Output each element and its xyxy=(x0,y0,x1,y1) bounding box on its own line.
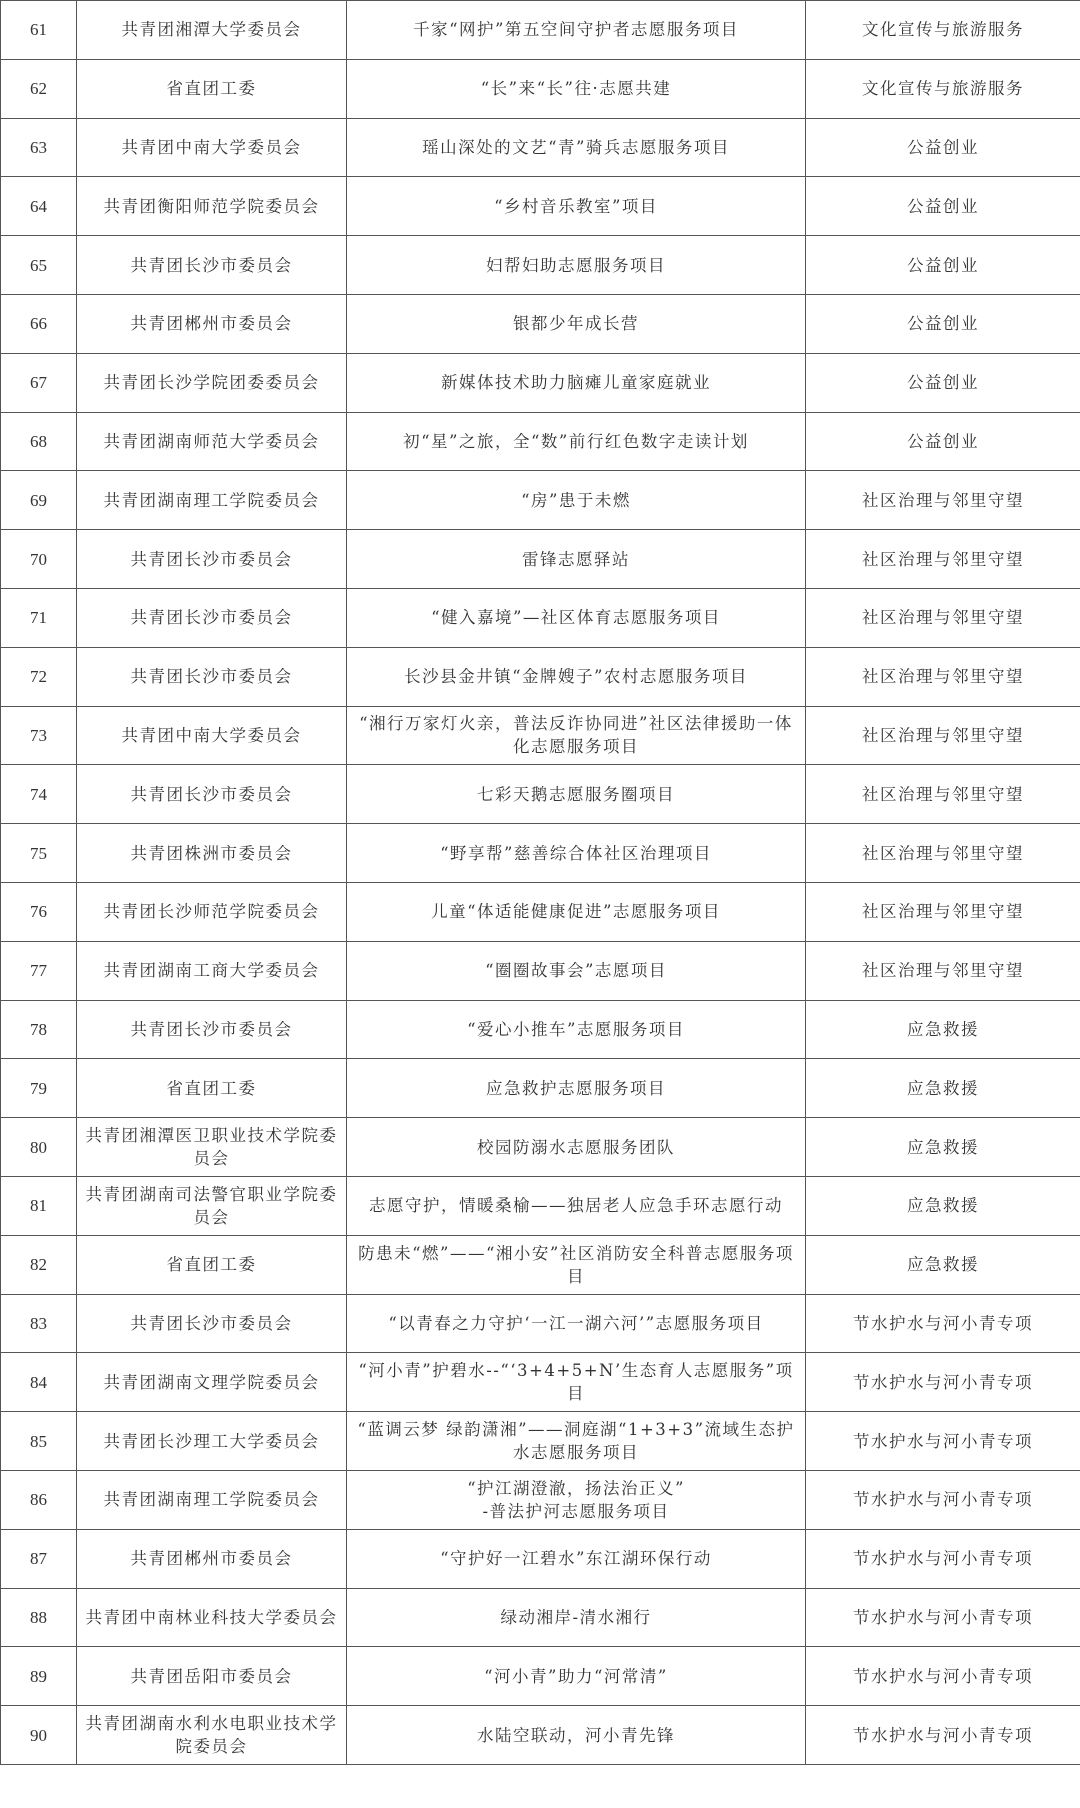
project-cell: 初“星”之旅，全“数”前行红色数字走读计划 xyxy=(347,412,806,471)
row-number-cell: 85 xyxy=(1,1412,77,1471)
category-cell: 公益创业 xyxy=(806,177,1080,236)
table-row xyxy=(1,1412,1080,1471)
project-cell: 银都少年成长营 xyxy=(347,294,806,353)
row-number-cell: 89 xyxy=(1,1647,77,1706)
category-cell: 节水护水与河小青专项 xyxy=(806,1588,1080,1647)
table-row xyxy=(1,1059,1080,1118)
row-number-cell: 68 xyxy=(1,412,77,471)
table-row xyxy=(1,412,1080,471)
category-cell: 公益创业 xyxy=(806,294,1080,353)
row-number-cell: 86 xyxy=(1,1470,77,1529)
category-cell: 社区治理与邻里守望 xyxy=(806,824,1080,883)
row-number-cell: 61 xyxy=(1,1,77,60)
project-cell: 绿动湘岸-清水湘行 xyxy=(347,1588,806,1647)
project-cell: 防患未“燃”——“湘小安”社区消防安全科普志愿服务项目 xyxy=(347,1235,806,1294)
table-row xyxy=(1,1,1080,60)
row-number-cell: 73 xyxy=(1,706,77,765)
table-body xyxy=(1,1,1080,1765)
unit-cell: 共青团湖南司法警官职业学院委员会 xyxy=(77,1176,347,1235)
unit-cell: 共青团湖南理工学院委员会 xyxy=(77,1470,347,1529)
unit-cell: 省直团工委 xyxy=(77,59,347,118)
project-cell: “房”患于未燃 xyxy=(347,471,806,530)
project-cell: 七彩天鹅志愿服务圈项目 xyxy=(347,765,806,824)
unit-cell: 共青团长沙市委员会 xyxy=(77,1000,347,1059)
category-cell: 应急救援 xyxy=(806,1176,1080,1235)
row-number-cell: 63 xyxy=(1,118,77,177)
unit-cell: 共青团郴州市委员会 xyxy=(77,294,347,353)
category-cell: 节水护水与河小青专项 xyxy=(806,1294,1080,1353)
project-cell: “守护好一江碧水”东江湖环保行动 xyxy=(347,1529,806,1588)
category-cell: 节水护水与河小青专项 xyxy=(806,1412,1080,1471)
project-cell: 校园防溺水志愿服务团队 xyxy=(347,1118,806,1177)
category-cell: 社区治理与邻里守望 xyxy=(806,588,1080,647)
unit-cell: 共青团长沙市委员会 xyxy=(77,647,347,706)
project-cell: “蓝调云梦 绿韵潇湘”——洞庭湖“1+3+3”流域生态护水志愿服务项目 xyxy=(347,1412,806,1471)
table-row xyxy=(1,1353,1080,1412)
unit-cell: 共青团湘潭大学委员会 xyxy=(77,1,347,60)
category-cell: 节水护水与河小青专项 xyxy=(806,1529,1080,1588)
unit-cell: 共青团湘潭医卫职业技术学院委员会 xyxy=(77,1118,347,1177)
project-cell: “河小青”护碧水--“‘3+4+5+N’生态育人志愿服务”项目 xyxy=(347,1353,806,1412)
category-cell: 节水护水与河小青专项 xyxy=(806,1706,1080,1765)
table-row xyxy=(1,177,1080,236)
project-cell: “河小青”助力“河常清” xyxy=(347,1647,806,1706)
table-row xyxy=(1,1647,1080,1706)
row-number-cell: 78 xyxy=(1,1000,77,1059)
table-row xyxy=(1,706,1080,765)
unit-cell: 共青团岳阳市委员会 xyxy=(77,1647,347,1706)
table-row xyxy=(1,353,1080,412)
unit-cell: 共青团衡阳师范学院委员会 xyxy=(77,177,347,236)
unit-cell: 省直团工委 xyxy=(77,1235,347,1294)
category-cell: 社区治理与邻里守望 xyxy=(806,706,1080,765)
category-cell: 应急救援 xyxy=(806,1000,1080,1059)
project-cell: 妇帮妇助志愿服务项目 xyxy=(347,236,806,295)
unit-cell: 共青团长沙学院团委委员会 xyxy=(77,353,347,412)
unit-cell: 共青团株洲市委员会 xyxy=(77,824,347,883)
row-number-cell: 81 xyxy=(1,1176,77,1235)
category-cell: 节水护水与河小青专项 xyxy=(806,1353,1080,1412)
category-cell: 文化宣传与旅游服务 xyxy=(806,1,1080,60)
project-cell: 雷锋志愿驿站 xyxy=(347,530,806,589)
category-cell: 社区治理与邻里守望 xyxy=(806,471,1080,530)
row-number-cell: 77 xyxy=(1,941,77,1000)
table-row xyxy=(1,1470,1080,1529)
category-cell: 公益创业 xyxy=(806,353,1080,412)
row-number-cell: 84 xyxy=(1,1353,77,1412)
table-row xyxy=(1,1235,1080,1294)
project-cell: 新媒体技术助力脑瘫儿童家庭就业 xyxy=(347,353,806,412)
row-number-cell: 87 xyxy=(1,1529,77,1588)
category-cell: 应急救援 xyxy=(806,1235,1080,1294)
table-row xyxy=(1,765,1080,824)
project-cell: “乡村音乐教室”项目 xyxy=(347,177,806,236)
unit-cell: 共青团中南林业科技大学委员会 xyxy=(77,1588,347,1647)
row-number-cell: 79 xyxy=(1,1059,77,1118)
project-cell: “圈圈故事会”志愿项目 xyxy=(347,941,806,1000)
unit-cell: 共青团长沙市委员会 xyxy=(77,236,347,295)
row-number-cell: 64 xyxy=(1,177,77,236)
row-number-cell: 72 xyxy=(1,647,77,706)
unit-cell: 共青团湖南文理学院委员会 xyxy=(77,1353,347,1412)
project-cell: 千家“网护”第五空间守护者志愿服务项目 xyxy=(347,1,806,60)
table-row xyxy=(1,647,1080,706)
row-number-cell: 67 xyxy=(1,353,77,412)
category-cell: 社区治理与邻里守望 xyxy=(806,647,1080,706)
table-row xyxy=(1,471,1080,530)
project-cell: 长沙县金井镇“金牌嫂子”农村志愿服务项目 xyxy=(347,647,806,706)
table-row xyxy=(1,1118,1080,1177)
table-row xyxy=(1,236,1080,295)
category-cell: 社区治理与邻里守望 xyxy=(806,530,1080,589)
table-row xyxy=(1,824,1080,883)
row-number-cell: 70 xyxy=(1,530,77,589)
row-number-cell: 83 xyxy=(1,1294,77,1353)
row-number-cell: 65 xyxy=(1,236,77,295)
project-cell: 瑶山深处的文艺“青”骑兵志愿服务项目 xyxy=(347,118,806,177)
category-cell: 公益创业 xyxy=(806,236,1080,295)
row-number-cell: 80 xyxy=(1,1118,77,1177)
project-cell: 志愿守护，情暖桑榆——独居老人应急手环志愿行动 xyxy=(347,1176,806,1235)
table-row xyxy=(1,1529,1080,1588)
row-number-cell: 66 xyxy=(1,294,77,353)
unit-cell: 共青团长沙市委员会 xyxy=(77,765,347,824)
unit-cell: 共青团湖南工商大学委员会 xyxy=(77,941,347,1000)
unit-cell: 共青团郴州市委员会 xyxy=(77,1529,347,1588)
project-cell: 应急救护志愿服务项目 xyxy=(347,1059,806,1118)
row-number-cell: 82 xyxy=(1,1235,77,1294)
project-cell: “护江湖澄澈，扬法治正义” -普法护河志愿服务项目 xyxy=(347,1470,806,1529)
row-number-cell: 88 xyxy=(1,1588,77,1647)
row-number-cell: 74 xyxy=(1,765,77,824)
table-row xyxy=(1,1294,1080,1353)
category-cell: 社区治理与邻里守望 xyxy=(806,941,1080,1000)
project-cell: “健入嘉境”—社区体育志愿服务项目 xyxy=(347,588,806,647)
unit-cell: 共青团长沙市委员会 xyxy=(77,530,347,589)
row-number-cell: 76 xyxy=(1,882,77,941)
table-row xyxy=(1,882,1080,941)
unit-cell: 共青团中南大学委员会 xyxy=(77,118,347,177)
project-cell: 水陆空联动，河小青先锋 xyxy=(347,1706,806,1765)
table-row xyxy=(1,588,1080,647)
unit-cell: 共青团湖南水利水电职业技术学院委员会 xyxy=(77,1706,347,1765)
unit-cell: 共青团长沙师范学院委员会 xyxy=(77,882,347,941)
category-cell: 应急救援 xyxy=(806,1118,1080,1177)
unit-cell: 省直团工委 xyxy=(77,1059,347,1118)
table-row xyxy=(1,59,1080,118)
project-cell: “野享帮”慈善综合体社区治理项目 xyxy=(347,824,806,883)
row-number-cell: 75 xyxy=(1,824,77,883)
table-row xyxy=(1,941,1080,1000)
category-cell: 应急救援 xyxy=(806,1059,1080,1118)
table-row xyxy=(1,1588,1080,1647)
category-cell: 社区治理与邻里守望 xyxy=(806,882,1080,941)
project-cell: “爱心小推车”志愿服务项目 xyxy=(347,1000,806,1059)
unit-cell: 共青团长沙市委员会 xyxy=(77,588,347,647)
table-row xyxy=(1,1176,1080,1235)
row-number-cell: 90 xyxy=(1,1706,77,1765)
category-cell: 社区治理与邻里守望 xyxy=(806,765,1080,824)
category-cell: 节水护水与河小青专项 xyxy=(806,1647,1080,1706)
unit-cell: 共青团湖南师范大学委员会 xyxy=(77,412,347,471)
project-cell: “以青春之力守护‘一江一湖六河’”志愿服务项目 xyxy=(347,1294,806,1353)
category-cell: 公益创业 xyxy=(806,118,1080,177)
unit-cell: 共青团长沙市委员会 xyxy=(77,1294,347,1353)
project-cell: 儿童“体适能健康促进”志愿服务项目 xyxy=(347,882,806,941)
unit-cell: 共青团湖南理工学院委员会 xyxy=(77,471,347,530)
table-row xyxy=(1,1000,1080,1059)
unit-cell: 共青团中南大学委员会 xyxy=(77,706,347,765)
category-cell: 节水护水与河小青专项 xyxy=(806,1470,1080,1529)
table-row xyxy=(1,1706,1080,1765)
table-row xyxy=(1,118,1080,177)
project-cell: “长”来“长”往·志愿共建 xyxy=(347,59,806,118)
row-number-cell: 62 xyxy=(1,59,77,118)
table-row xyxy=(1,294,1080,353)
category-cell: 文化宣传与旅游服务 xyxy=(806,59,1080,118)
row-number-cell: 71 xyxy=(1,588,77,647)
project-cell: “湘行万家灯火亲，普法反诈协同进”社区法律援助一体化志愿服务项目 xyxy=(347,706,806,765)
category-cell: 公益创业 xyxy=(806,412,1080,471)
row-number-cell: 69 xyxy=(1,471,77,530)
unit-cell: 共青团长沙理工大学委员会 xyxy=(77,1412,347,1471)
table-row xyxy=(1,530,1080,589)
